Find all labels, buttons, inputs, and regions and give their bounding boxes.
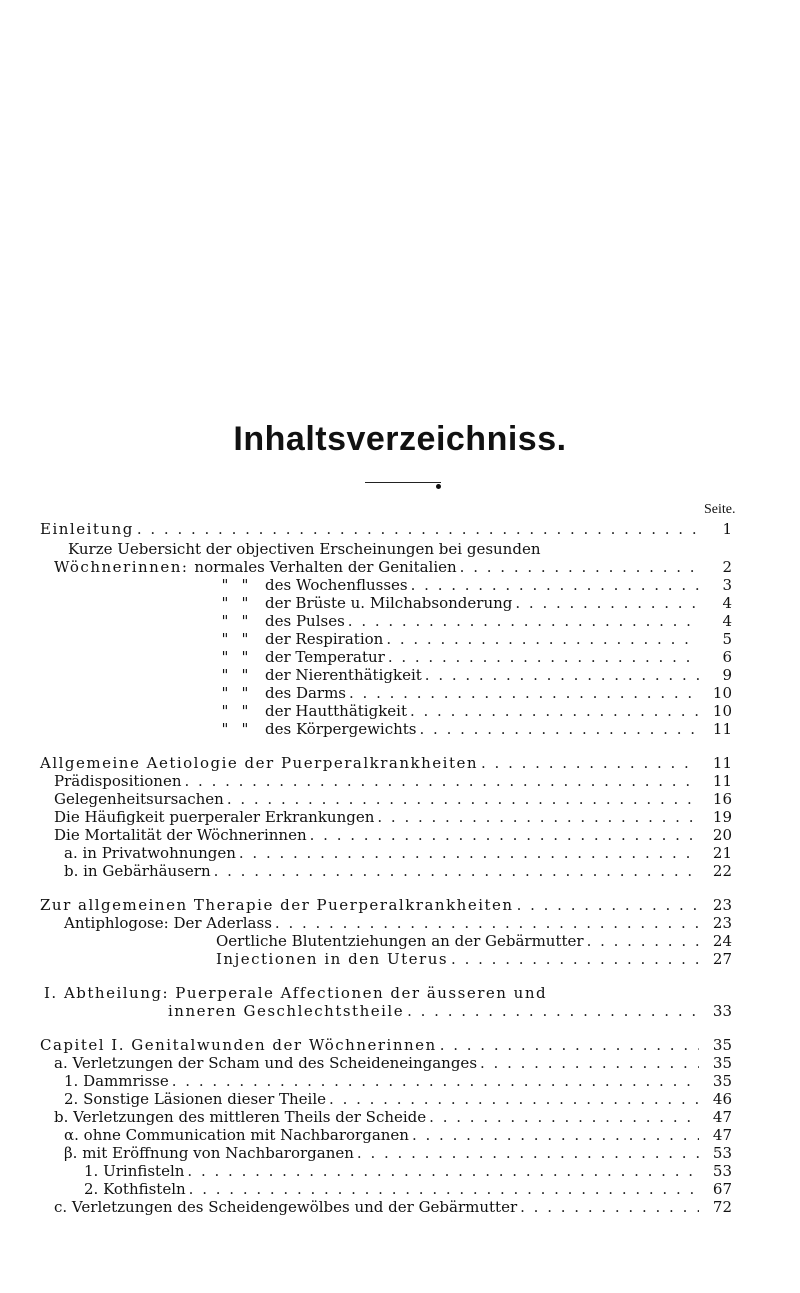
toc-entry — [40, 558, 732, 576]
ditto-mark: " — [221, 648, 229, 666]
toc-entry-page: 3 — [722, 576, 732, 594]
toc-entry — [40, 1198, 732, 1216]
toc-entry-text: Wöchnerinnen: — [54, 558, 189, 576]
toc-entry-page: 11 — [712, 720, 732, 738]
toc-entry-text: der Respiration — [265, 630, 384, 648]
leader-dots — [515, 594, 699, 612]
leader-dots — [440, 1036, 699, 1054]
leader-dots — [357, 1144, 699, 1162]
toc-entry-text: β. mit Eröffnung von Nachbarorganen — [64, 1144, 354, 1162]
toc-entry-text: der Hautthätigkeit — [265, 702, 407, 720]
toc-entry-text: des Pulses — [265, 612, 345, 630]
ditto-mark: " — [241, 720, 249, 738]
toc-entry-text: des Darms — [265, 684, 347, 702]
spacer — [40, 1020, 732, 1036]
toc-entry-page: 33 — [712, 1002, 732, 1020]
toc-entry-text: 2. Kothfisteln — [84, 1180, 186, 1198]
toc-entry — [40, 896, 732, 914]
divider-dot — [436, 484, 441, 489]
toc-entry — [40, 1126, 732, 1144]
toc-entry-text: I. Abtheilung: Puerperale Affectionen der äusseren und — [44, 984, 548, 1002]
toc-entry-page: 23 — [712, 914, 732, 932]
ditto-mark: " — [241, 648, 249, 666]
ditto-mark: " — [221, 594, 229, 612]
leader-dots — [420, 720, 699, 738]
toc-entry-page: 19 — [712, 808, 732, 826]
toc-entry-page: 22 — [712, 862, 732, 880]
toc-entry-text: a. Verletzungen der Scham und des Scheideneinganges — [54, 1054, 478, 1072]
toc-entry-page: 10 — [712, 684, 732, 702]
toc-entry-page: 46 — [712, 1090, 732, 1108]
toc-entry-text: Einleitung — [40, 520, 134, 538]
toc-entry-text: α. ohne Communication mit Nachbarorganen — [64, 1126, 409, 1144]
toc-entry-page: 1 — [722, 520, 732, 538]
toc-entry — [40, 520, 732, 538]
leader-dots — [172, 1072, 699, 1090]
toc-entry-text: inneren Geschlechtstheile — [168, 1002, 405, 1020]
ditto-mark: " — [241, 612, 249, 630]
leader-dots — [451, 950, 699, 968]
toc-entry-page: 35 — [712, 1036, 732, 1054]
leader-dots — [520, 1198, 699, 1216]
toc-entry-text: Allgemeine Aetiologie der Puerperalkrankheiten — [40, 754, 479, 772]
toc-entry-text: c. Verletzungen des Scheidengewölbes und der Gebärmutter — [54, 1198, 518, 1216]
toc-entry-page: 20 — [712, 826, 732, 844]
toc-entry-heading — [40, 984, 732, 1002]
toc-entry-text: der Brüste u. Milchabsonderung — [265, 594, 513, 612]
leader-dots — [348, 612, 699, 630]
toc-entry — [40, 1144, 732, 1162]
toc-entry-page: 11 — [712, 754, 732, 772]
leader-dots — [310, 826, 699, 844]
ditto-mark: " — [221, 666, 229, 684]
toc-entry-page: 5 — [722, 630, 732, 648]
leader-dots — [185, 772, 700, 790]
toc-entry — [40, 648, 732, 666]
toc-entry — [40, 914, 732, 932]
leader-dots — [386, 630, 699, 648]
toc-entry-text: normales Verhalten der Genitalien — [194, 558, 457, 576]
toc-entry-text: Antiphlogose: Der Aderlass — [64, 914, 272, 932]
spacer — [40, 880, 732, 896]
toc-entry-page: 11 — [712, 772, 732, 790]
table-of-contents — [40, 520, 732, 1216]
toc-entry-page: 2 — [722, 558, 732, 576]
ditto-mark: " — [221, 684, 229, 702]
toc-entry — [40, 772, 732, 790]
toc-entry — [40, 630, 732, 648]
toc-entry-page: 35 — [712, 1072, 732, 1090]
leader-dots — [329, 1090, 699, 1108]
toc-entry-page: 27 — [712, 950, 732, 968]
toc-entry — [40, 1108, 732, 1126]
page-column-label: Seite. — [704, 502, 736, 517]
toc-entry-text: 2. Sonstige Läsionen dieser Theile — [64, 1090, 327, 1108]
spacer — [40, 738, 732, 754]
toc-entry — [40, 1162, 732, 1180]
leader-dots — [275, 914, 699, 932]
toc-entry — [40, 754, 732, 772]
leader-dots — [187, 1162, 699, 1180]
toc-entry-page: 24 — [712, 932, 732, 950]
toc-entry-text: Kurze Uebersicht der objectiven Erscheinungen bei gesunden — [68, 540, 541, 558]
leader-dots — [214, 862, 699, 880]
toc-entry-page: 6 — [722, 648, 732, 666]
toc-entry — [40, 1036, 732, 1054]
toc-entry-page: 53 — [712, 1144, 732, 1162]
leader-dots — [349, 684, 699, 702]
toc-entry — [40, 932, 732, 950]
ditto-mark: " — [241, 702, 249, 720]
leader-dots — [239, 844, 699, 862]
toc-entry — [40, 594, 732, 612]
toc-entry — [40, 1090, 732, 1108]
ditto-mark: " — [241, 576, 249, 594]
toc-entry-page: 4 — [722, 612, 732, 630]
leader-dots — [412, 1126, 699, 1144]
leader-dots — [377, 808, 699, 826]
toc-entry-page: 4 — [722, 594, 732, 612]
toc-entry-text: Die Häufigkeit puerperaler Erkrankungen — [54, 808, 375, 826]
toc-entry-text: 1. Urinfisteln — [84, 1162, 185, 1180]
toc-entry — [40, 1072, 732, 1090]
toc-entry — [40, 844, 732, 862]
toc-entry — [40, 1054, 732, 1072]
ditto-mark: " — [221, 576, 229, 594]
toc-entry-text: Prädispositionen — [54, 772, 182, 790]
toc-entry-page: 67 — [712, 1180, 732, 1198]
leader-dots — [407, 1002, 699, 1020]
toc-entry-page: 16 — [712, 790, 732, 808]
toc-entry-text: 1. Dammrisse — [64, 1072, 169, 1090]
ditto-mark: " — [241, 684, 249, 702]
ditto-mark: " — [241, 630, 249, 648]
toc-entry-text: Injectionen in den Uterus — [216, 950, 449, 968]
ditto-mark: " — [221, 720, 229, 738]
leader-dots — [410, 702, 699, 720]
toc-entry — [40, 1180, 732, 1198]
toc-entry-text: b. Verletzungen des mittleren Theils der Scheide — [54, 1108, 427, 1126]
toc-entry-heading — [40, 540, 732, 558]
toc-entry — [40, 826, 732, 844]
leader-dots — [227, 790, 699, 808]
toc-entry-text: a. in Privatwohnungen — [64, 844, 236, 862]
toc-entry-page: 72 — [712, 1198, 732, 1216]
toc-entry-page: 21 — [712, 844, 732, 862]
ditto-mark: " — [221, 612, 229, 630]
toc-entry-text: Zur allgemeinen Therapie der Puerperalkrankheiten — [40, 896, 514, 914]
toc-entry — [40, 612, 732, 630]
ditto-mark: " — [241, 666, 249, 684]
toc-entry — [40, 576, 732, 594]
toc-entry-page: 9 — [722, 666, 732, 684]
leader-dots — [460, 558, 699, 576]
ditto-mark: " — [221, 702, 229, 720]
toc-entry-text: Capitel I. Genitalwunden der Wöchnerinnen — [40, 1036, 437, 1054]
page-title: Inhaltsverzeichniss. — [233, 420, 567, 458]
toc-entry-text: Gelegenheitsursachen — [54, 790, 224, 808]
ditto-mark: " — [221, 630, 229, 648]
leader-dots — [587, 932, 699, 950]
toc-entry — [40, 790, 732, 808]
toc-entry — [40, 1002, 732, 1020]
toc-entry-page: 47 — [712, 1126, 732, 1144]
toc-entry-page: 10 — [712, 702, 732, 720]
toc-entry-text: Oertliche Blutentziehungen an der Gebärmutter — [216, 932, 584, 950]
toc-entry — [40, 720, 732, 738]
toc-entry — [40, 684, 732, 702]
leader-dots — [137, 520, 699, 538]
toc-entry-page: 23 — [712, 896, 732, 914]
toc-entry — [40, 702, 732, 720]
leader-dots — [481, 754, 699, 772]
leader-dots — [429, 1108, 699, 1126]
toc-entry-text: der Temperatur — [265, 648, 385, 666]
toc-entry-text: der Nierenthätigkeit — [265, 666, 422, 684]
leader-dots — [189, 1180, 699, 1198]
leader-dots — [480, 1054, 699, 1072]
toc-entry-page: 53 — [712, 1162, 732, 1180]
toc-entry — [40, 666, 732, 684]
toc-entry — [40, 950, 732, 968]
toc-entry-text: des Wochenflusses — [265, 576, 408, 594]
toc-entry — [40, 862, 732, 880]
leader-dots — [388, 648, 699, 666]
ditto-mark: " — [241, 594, 249, 612]
toc-entry-text: des Körpergewichts — [265, 720, 417, 738]
toc-entry — [40, 808, 732, 826]
leader-dots — [425, 666, 699, 684]
leader-dots — [517, 896, 699, 914]
leader-dots — [411, 576, 699, 594]
toc-entry-page: 47 — [712, 1108, 732, 1126]
spacer — [40, 968, 732, 984]
toc-entry-text: Die Mortalität der Wöchnerinnen — [54, 826, 307, 844]
toc-entry-text: b. in Gebärhäusern — [64, 862, 211, 880]
title-divider — [365, 482, 441, 483]
toc-entry-page: 35 — [712, 1054, 732, 1072]
